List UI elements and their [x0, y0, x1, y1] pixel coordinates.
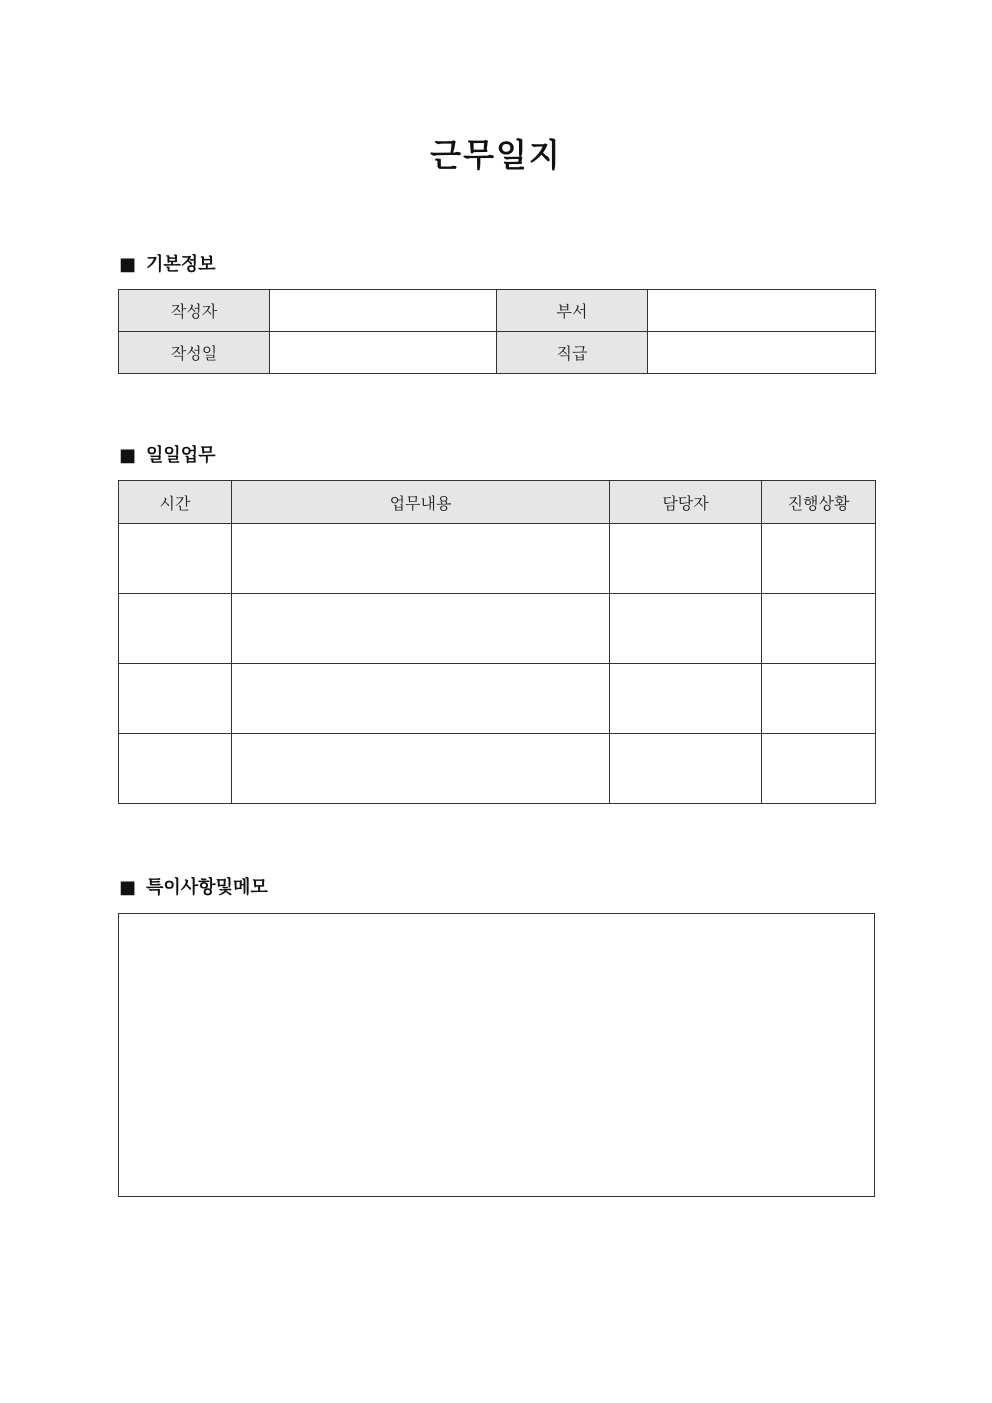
- table-row: [119, 332, 876, 374]
- table-row: [119, 524, 876, 594]
- section-title: 특이사항및메모: [146, 877, 268, 898]
- section-title: 기본정보: [146, 254, 216, 275]
- time-cell[interactable]: [119, 594, 232, 664]
- table-row: [119, 734, 876, 804]
- owner-cell[interactable]: [610, 664, 762, 734]
- column-header-time: 시간: [119, 481, 232, 524]
- status-cell[interactable]: [762, 594, 876, 664]
- department-label: 부서: [497, 290, 648, 332]
- square-bullet-icon: ■: [119, 254, 137, 275]
- owner-cell[interactable]: [610, 524, 762, 594]
- owner-cell[interactable]: [610, 734, 762, 804]
- section-heading-daily-work: [119, 444, 216, 468]
- column-header-status: 진행상황: [762, 481, 876, 524]
- department-field[interactable]: [648, 290, 876, 332]
- notes-memo-box[interactable]: [118, 913, 875, 1197]
- status-cell[interactable]: [762, 664, 876, 734]
- table-row: [119, 290, 876, 332]
- column-header-content: 업무내용: [232, 481, 610, 524]
- table-row: [119, 664, 876, 734]
- time-cell[interactable]: [119, 734, 232, 804]
- document-title: 근무일지: [430, 136, 562, 174]
- content-cell[interactable]: [232, 524, 610, 594]
- position-field[interactable]: [648, 332, 876, 374]
- section-title: 일일업무: [146, 445, 216, 466]
- square-bullet-icon: ■: [119, 445, 137, 466]
- status-cell[interactable]: [762, 524, 876, 594]
- content-cell[interactable]: [232, 664, 610, 734]
- time-cell[interactable]: [119, 524, 232, 594]
- content-cell[interactable]: [232, 594, 610, 664]
- content-cell[interactable]: [232, 734, 610, 804]
- position-label: 직급: [497, 332, 648, 374]
- square-bullet-icon: ■: [119, 877, 137, 898]
- date-field[interactable]: [270, 332, 497, 374]
- table-header-row: [119, 481, 876, 524]
- author-label: 작성자: [119, 290, 270, 332]
- daily-work-table: [118, 480, 876, 804]
- table-row: [119, 594, 876, 664]
- date-label: 작성일: [119, 332, 270, 374]
- time-cell[interactable]: [119, 664, 232, 734]
- basic-info-table: [118, 289, 876, 374]
- author-field[interactable]: [270, 290, 497, 332]
- section-heading-notes: [119, 876, 268, 900]
- section-heading-basic-info: [119, 253, 216, 277]
- owner-cell[interactable]: [610, 594, 762, 664]
- status-cell[interactable]: [762, 734, 876, 804]
- column-header-owner: 담당자: [610, 481, 762, 524]
